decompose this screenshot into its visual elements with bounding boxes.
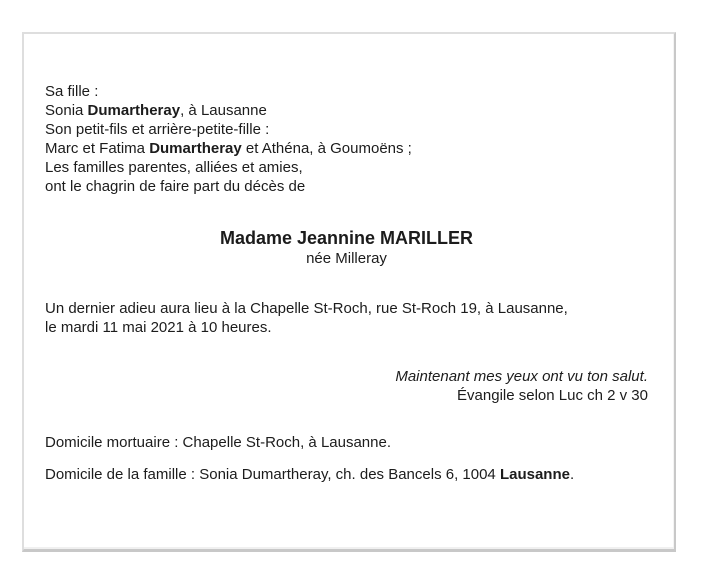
maiden-name: née Milleray — [306, 250, 387, 267]
ceremony-info — [45, 299, 648, 337]
quote-source: Évangile selon Luc ch 2 v 30 — [457, 387, 648, 404]
text-line: le mardi 11 mai 2021 à 10 heures. — [45, 319, 272, 336]
text-line: ont le chagrin de faire part du décès de — [45, 178, 306, 195]
obituary-card — [22, 32, 676, 552]
quote-text: Maintenant mes yeux ont vu ton salut. — [395, 368, 648, 385]
text-line: Son petit-fils et arrière-petite-fille : — [45, 121, 270, 138]
text-line: Domicile de la famille : Sonia Dumartheray, ch. des Bancels 6, 1004 Lausanne. — [45, 466, 575, 483]
scripture-quote — [45, 367, 648, 405]
text-line: Sa fille : — [45, 83, 99, 100]
family-intro — [45, 82, 648, 196]
text-line: Sonia Dumartheray, à Lausanne — [45, 102, 267, 119]
text-line: Un dernier adieu aura lieu à la Chapelle St-Roch, rue St-Roch 19, à Lausanne, — [45, 300, 568, 317]
deceased-name: Madame Jeannine MARILLER — [219, 228, 474, 248]
text-line: Domicile mortuaire : Chapelle St-Roch, à Lausanne. — [45, 434, 392, 451]
text-line: Les familles parentes, alliées et amies, — [45, 159, 303, 176]
text-line: Marc et Fatima Dumartheray et Athéna, à Goumoëns ; — [45, 140, 412, 157]
addresses — [45, 433, 648, 484]
deceased-title-block — [45, 227, 648, 268]
